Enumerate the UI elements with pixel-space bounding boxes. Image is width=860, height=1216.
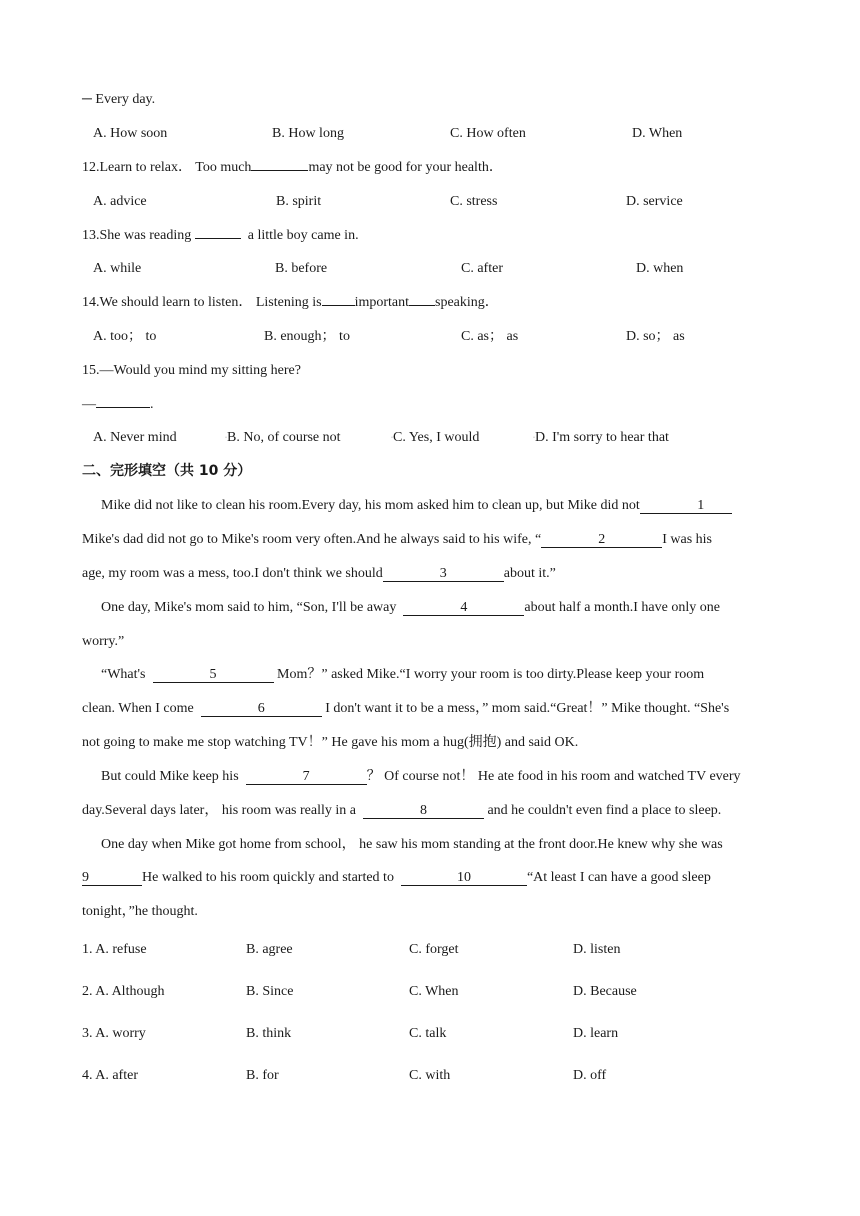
q14-stem: [82, 294, 499, 312]
passage-line: worry.”: [82, 634, 125, 649]
choice-option-b: B. agree: [246, 942, 293, 957]
blank-number: 3: [439, 566, 447, 581]
passage-text: I don't want it to be a mess，” mom said.“Great！” Mike thought. “She's: [325, 701, 730, 716]
choice-option-b: B. think: [246, 1026, 292, 1041]
passage-line: [101, 497, 732, 515]
q14-part3: speaking．: [435, 295, 499, 310]
passage-line: [82, 531, 712, 549]
choice-option-a: A. after: [95, 1068, 138, 1083]
q11-answer-line: ─ Every day.: [82, 92, 156, 107]
q13-suffix: a little boy came in.: [247, 228, 359, 243]
blank-10: [401, 870, 527, 886]
q15-reply: [82, 396, 154, 414]
passage-line: One day when Mike got home from school， he saw his mom standing at the front door.He knew why she was: [101, 837, 723, 852]
choice-option-c: C. with: [409, 1068, 451, 1083]
blank-4: [403, 600, 524, 616]
q15-reply-suffix: .: [150, 397, 154, 412]
choice-option-d: D. Because: [573, 984, 637, 999]
q15-blank: [96, 407, 150, 408]
q13-blank: [195, 238, 241, 239]
passage-text: But could Mike keep his: [101, 769, 239, 784]
q15-question: 15.—Would you mind my sitting here?: [82, 363, 301, 378]
q11-option-d: D. When: [632, 126, 683, 141]
q11-option-c: C. How often: [450, 126, 526, 141]
q15-option-d-row: [533, 429, 669, 447]
choice-option-a: A. worry: [95, 1026, 146, 1041]
q12-prefix: 12.Learn to relax． Too much: [82, 160, 252, 175]
option-marker: ·: [225, 435, 227, 441]
q14-option-a: A. too； to: [93, 329, 157, 344]
choice-option-a: A. Although: [95, 984, 165, 999]
q11-option-b: B. How long: [272, 126, 344, 141]
q15-option-b-row: [225, 429, 341, 447]
q13-option-a: A. while: [93, 261, 142, 276]
choice-number: 2.: [82, 984, 93, 999]
q14-option-c: C. as； as: [461, 329, 519, 344]
passage-line: [82, 565, 556, 583]
passage-text: He walked to his room quickly and started to: [142, 870, 394, 885]
passage-text: ？ Of course not！ He ate food in his room and watched TV every: [366, 769, 741, 784]
q11-option-a: A. How soon: [93, 126, 168, 141]
blank-number: 8: [419, 803, 427, 818]
passage-line: [101, 666, 704, 684]
q13-stem: [82, 227, 359, 245]
q14-part1: 14.We should learn to listen． Listening is: [82, 295, 322, 310]
q12-option-b: B. spirit: [276, 194, 322, 209]
choice-option-c: C. When: [409, 984, 459, 999]
q15-option-c: C. Yes, I would: [393, 430, 480, 446]
passage-text: “At least I can have a good sleep: [526, 870, 711, 885]
q12-blank: [251, 170, 308, 171]
passage-text: Mike's dad did not go to Mike's room very often.And he always said to his wife, “: [82, 532, 542, 547]
q12-stem: [82, 159, 503, 177]
passage-text: Mom？” asked Mike.“I worry your room is too dirty.Please keep your room: [277, 667, 705, 682]
passage-text: I was his: [662, 532, 712, 547]
blank-number: 10: [456, 870, 471, 885]
choice-option-d: D. learn: [573, 1026, 619, 1041]
passage-text: about half a month.I have only one: [524, 600, 720, 615]
q14-blank-1: [322, 305, 355, 306]
blank-number: 2: [598, 532, 606, 547]
q13-prefix: 13.She was reading: [82, 228, 192, 243]
passage-text: age, my room was a mess, too.I don't think we should: [82, 566, 383, 581]
blank-number: 5: [209, 667, 217, 682]
q14-blank-2: [409, 305, 435, 306]
choice-number: 3.: [82, 1026, 93, 1041]
blank-5: [153, 667, 274, 683]
q15-option-c-row: [391, 429, 479, 447]
blank-1: [640, 498, 732, 514]
q13-option-c: C. after: [461, 261, 503, 276]
blank-2: [541, 532, 662, 548]
passage-line: [82, 802, 721, 820]
q15-reply-prefix: —: [82, 397, 96, 412]
blank-number: 4: [460, 600, 468, 615]
choice-option-c: C. forget: [409, 942, 459, 957]
blank-8: [363, 803, 484, 819]
blank-9: [82, 870, 142, 886]
choice-option-a: A. refuse: [95, 942, 147, 957]
section-title: 二、完形填空（共 10 分）: [82, 463, 252, 479]
passage-line: [82, 869, 711, 887]
choice-row-1: [82, 941, 147, 959]
passage-line: [101, 599, 720, 617]
passage-line: tonight，”he thought.: [82, 904, 198, 919]
passage-line: [101, 768, 741, 786]
passage-text: Mike did not like to clean his room.Every day, his mom asked him to clean up, but Mike did not: [101, 498, 640, 513]
passage-line: [82, 700, 729, 718]
passage-text: day.Several days later， his room was really in a: [82, 803, 356, 818]
passage-text: One day, Mike's mom said to him, “Son, I'll be away: [101, 600, 397, 615]
q15-option-a: A. Never mind: [93, 430, 177, 445]
choice-row-2: [82, 983, 164, 1001]
choice-number: 1.: [82, 942, 93, 957]
q14-option-b: B. enough； to: [264, 329, 350, 344]
q12-option-d: D. service: [626, 194, 683, 209]
blank-number: 7: [302, 769, 310, 784]
blank-number: 6: [257, 701, 265, 716]
blank-3: [383, 566, 504, 582]
passage-text: about it.”: [503, 566, 556, 581]
passage-text: clean. When I come: [82, 701, 194, 716]
choice-option-b: B. for: [246, 1068, 279, 1083]
blank-number: 1: [697, 498, 705, 513]
option-marker: ·: [533, 435, 535, 441]
choice-row-3: [82, 1025, 146, 1043]
choice-option-d: D. off: [573, 1068, 607, 1083]
choice-option-c: C. talk: [409, 1026, 447, 1041]
choice-number: 4.: [82, 1068, 93, 1083]
blank-6: [201, 701, 322, 717]
q12-suffix: may not be good for your health．: [308, 160, 503, 175]
q15-option-d: D. I'm sorry to hear that: [535, 430, 669, 446]
q15-option-b: B. No, of course not: [227, 430, 341, 446]
choice-row-4: [82, 1067, 138, 1085]
blank-number: 9: [82, 870, 89, 885]
q13-option-d: D. when: [636, 261, 684, 276]
q14-option-d: D. so； as: [626, 329, 685, 344]
q13-option-b: B. before: [275, 261, 328, 276]
blank-7: [246, 769, 367, 785]
q14-part2: important: [354, 295, 410, 310]
passage-text: “What's: [101, 667, 146, 682]
q12-option-c: C. stress: [450, 194, 498, 209]
passage-text: and he couldn't even find a place to sleep.: [487, 803, 722, 818]
option-marker: ·: [391, 435, 393, 441]
passage-line: not going to make me stop watching TV！” He gave his mom a hug(拥抱) and said OK.: [82, 735, 579, 750]
choice-option-b: B. Since: [246, 984, 294, 999]
q12-option-a: A. advice: [93, 194, 147, 209]
choice-option-d: D. listen: [573, 942, 621, 957]
